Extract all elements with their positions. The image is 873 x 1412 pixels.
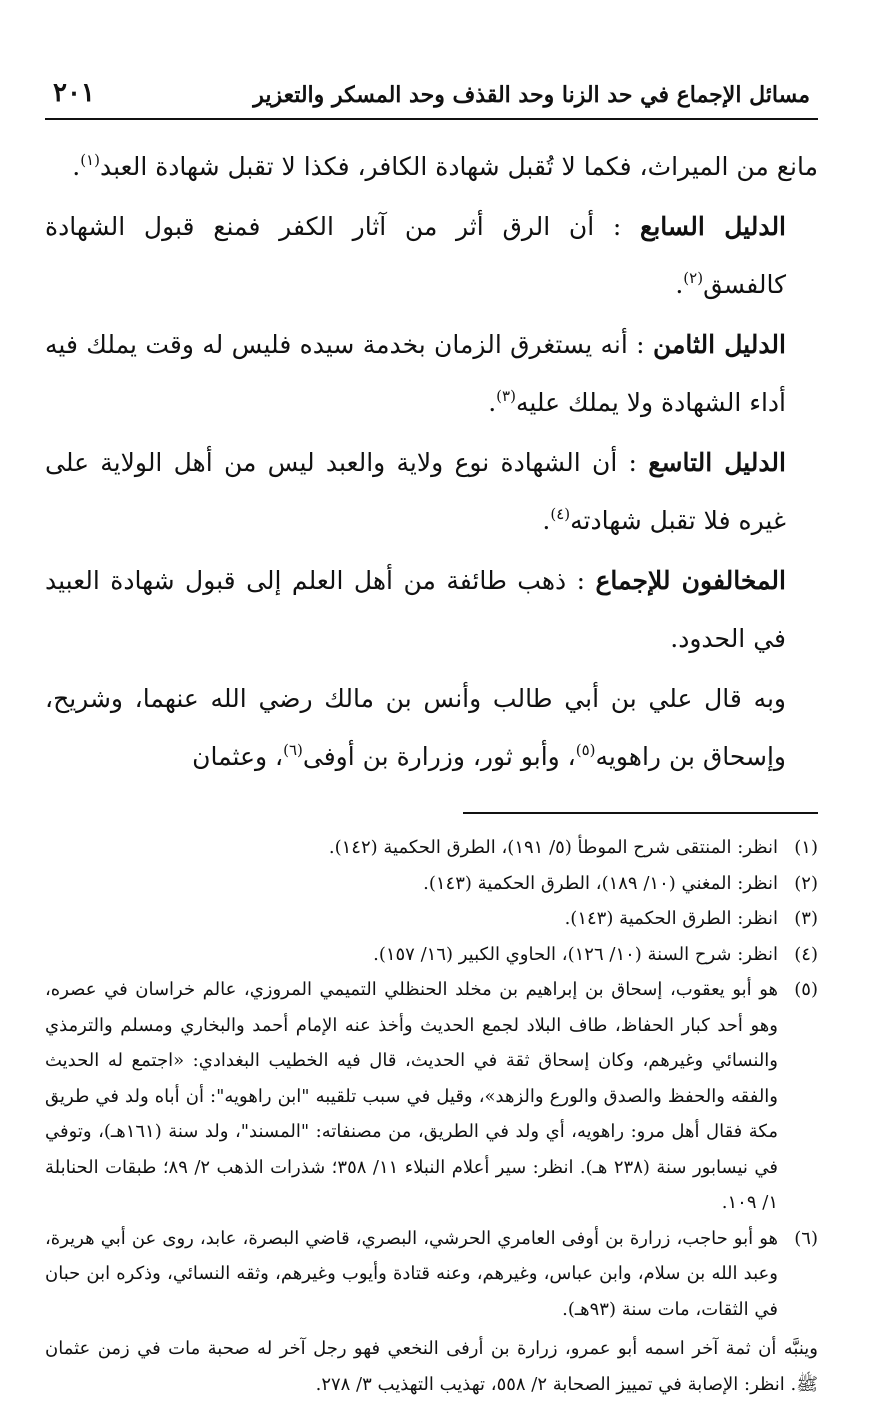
footnote-text: هو أبو حاجب، زرارة بن أوفى العامري الحرشي، البصري، قاضي البصرة، عابد، روى عن أبي هريرة، وعبد الله بن سلام، وابن عباس، وغيرهم، وعنه قتادة وأيوب وغيرهم، وثقه النسائي، وذكره ابن حبان في الثقات، مات سنة (٩٣هـ). bbox=[45, 1227, 778, 1320]
paragraph-text: ، وأبو ثور، وزرارة بن أوفى bbox=[302, 742, 576, 771]
footnote-number: (٤) bbox=[794, 943, 818, 965]
paragraph-text: : أنه يستغرق الزمان بخدمة سيده فليس له وقت يملك فيه أداء الشهادة ولا يملك عليه bbox=[45, 330, 786, 417]
footnote-text: انظر: الطرق الحكمية (١٤٣). bbox=[564, 908, 778, 929]
footnotes bbox=[45, 830, 818, 1402]
paragraph-text: : أن الشهادة نوع ولاية والعبد ليس من أهل الولاية على غيره فلا تقبل شهادته bbox=[45, 448, 786, 535]
footnote-number: (٣) bbox=[794, 908, 818, 929]
footnote-6-note: وينبَّه أن ثمة آخر اسمه أبو عمرو، زرارة بن أرفى النخعي فهو رجل آخر له صحبة مات في زمن عثمان ﷺ. انظر: الإصابة في تمييز الصحابة ٢/ ٥٥٨، تهذيب التهذيب ٣/ ٢٧٨. bbox=[45, 1338, 818, 1395]
paragraph-3 bbox=[45, 316, 818, 432]
paragraph-5 bbox=[45, 552, 818, 668]
footnote-ref-2[interactable]: (٢) bbox=[683, 269, 704, 287]
paragraph-text: : ذهب طائفة من أهل العلم إلى قبول شهادة العبيد في الحدود. bbox=[45, 566, 786, 653]
page-number: ٢٠١ bbox=[53, 78, 95, 108]
paragraph-1 bbox=[45, 138, 818, 196]
paragraph-2 bbox=[45, 198, 818, 314]
footnote-3 bbox=[45, 901, 818, 937]
evidence-8-heading: الدليل الثامن bbox=[652, 330, 786, 359]
footnote-ref-3[interactable]: (٣) bbox=[496, 387, 516, 405]
footnote-number: (٢) bbox=[794, 872, 818, 894]
opponents-heading: المخالفون للإجماع bbox=[595, 566, 786, 595]
paragraph-text: مانع من الميراث، فكما لا تُقبل شهادة الكافر، فكذا لا تقبل شهادة العبد bbox=[99, 152, 818, 181]
evidence-7-heading: الدليل السابع bbox=[640, 212, 787, 241]
paragraph-6 bbox=[45, 670, 818, 786]
footnote-5 bbox=[45, 972, 818, 1221]
paragraph-4 bbox=[45, 434, 818, 550]
running-title: مسائل الإجماع في حد الزنا وحد القذف وحد المسكر والتعزير bbox=[253, 82, 810, 108]
paragraph-end: . bbox=[675, 270, 684, 299]
footnote-text: انظر: المنتقى شرح الموطأ (٥/ ١٩١)، الطرق الحكمية (١٤٢). bbox=[328, 837, 778, 858]
footnote-1 bbox=[45, 830, 818, 866]
footnote-number: (٦) bbox=[794, 1227, 818, 1249]
footnote-ref-5[interactable]: (٥) bbox=[575, 741, 596, 759]
running-header bbox=[45, 78, 818, 120]
paragraph-text: ، وعثمان bbox=[192, 742, 284, 771]
footnote-number: (٥) bbox=[794, 979, 818, 1000]
footnote-text: انظر: المغني (١٠/ ١٨٩)، الطرق الحكمية (١٤٣). bbox=[423, 872, 778, 894]
evidence-9-heading: الدليل التاسع bbox=[648, 448, 786, 477]
footnote-ref-1[interactable]: (١) bbox=[80, 151, 100, 169]
paragraph-end: . bbox=[488, 388, 497, 417]
footnote-4 bbox=[45, 937, 818, 973]
footnote-2 bbox=[45, 866, 818, 902]
footnote-divider bbox=[463, 812, 818, 814]
footnote-text: انظر: شرح السنة (١٠/ ١٢٦)، الحاوي الكبير (١٦/ ١٥٧). bbox=[373, 943, 778, 965]
footnote-ref-4[interactable]: (٤) bbox=[550, 505, 571, 523]
paragraph-end: . bbox=[72, 152, 81, 181]
paragraph-end: . bbox=[542, 506, 551, 535]
paragraph-text: : أن الرق أثر من آثار الكفر فمنع قبول الشهادة كالفسق bbox=[45, 212, 786, 299]
paragraph-text: وبه قال علي بن أبي طالب وأنس بن مالك رضي الله عنهما، وشريح، وإسحاق بن راهويه bbox=[45, 684, 786, 771]
footnote-6 bbox=[45, 1221, 818, 1328]
main-text bbox=[45, 138, 818, 786]
footnote-number: (١) bbox=[794, 837, 818, 858]
footnote-text: هو أبو يعقوب، إسحاق بن إبراهيم بن مخلد الحنظلي التميمي المروزي، عالم خراسان في عصره، وهو أحد كبار الحفاظ، طاف البلاد لجمع الحديث وأخذ عنه الإمام أحمد والبخاري ومسلم والترمذي والنسائي وغيرهم، وكان إسحاق ثقة في الحديث، قال فيه الخطيب البغدادي: «اجتمع له الحديث والفقه والحفظ والصدق والورع والزهد»، وقيل في سبب تلقيبه "ابن راهويه": أن أباه ولد في طريق مكة فقال أهل مرو: راهويه، أي ولد في الطريق، من مصنفاته: "المسند"، ولد سنة (١٦١هـ)، وتوفي في نيسابور سنة (٢٣٨ هـ). انظر: سير أعلام النبلاء ١١/ ٣٥٨؛ شذرات الذهب ٢/ ٨٩؛ طبقات الحنابلة ١/ ١٠٩. bbox=[45, 979, 778, 1213]
footnote-ref-6[interactable]: (٦) bbox=[283, 741, 303, 759]
